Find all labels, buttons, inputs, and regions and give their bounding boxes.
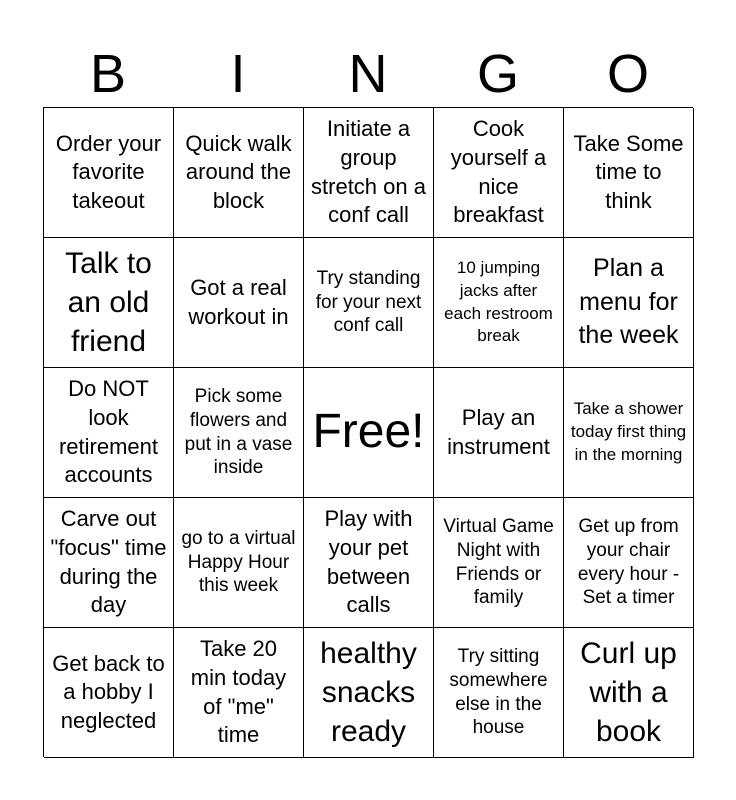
bingo-cell-r1c1[interactable]	[44, 108, 174, 238]
header-letter-b: B	[89, 44, 127, 104]
bingo-cell-text: Talk to an old friend	[65, 247, 152, 358]
bingo-cell-r2c4[interactable]	[434, 238, 564, 368]
bingo-cell-text: Take 20 min today of "me" time	[190, 636, 287, 748]
bingo-cell-r1c5[interactable]	[564, 108, 694, 238]
header-letter-i: I	[230, 44, 246, 104]
bingo-cell-r4c5[interactable]	[564, 498, 694, 628]
bingo-cell-r1c4[interactable]	[434, 108, 564, 238]
bingo-cell-r4c4[interactable]	[434, 498, 564, 628]
bingo-cell-text: Carve out "focus" time during the day	[50, 506, 167, 618]
bingo-cell-r4c1[interactable]	[44, 498, 174, 628]
header-letter-n: N	[348, 44, 388, 104]
bingo-cell-text: Try sitting somewhere else in the house	[449, 646, 548, 739]
bingo-cell-text: Plan a menu for the week	[578, 253, 679, 350]
header-letter-o: O	[606, 44, 649, 104]
bingo-cell-text: Take Some time to think	[573, 130, 684, 213]
bingo-cell-r3c2[interactable]	[174, 368, 304, 498]
bingo-cell-r5c4[interactable]	[434, 628, 564, 758]
bingo-cell-r2c1[interactable]	[44, 238, 174, 368]
bingo-cell-r3c5[interactable]	[564, 368, 694, 498]
bingo-cell-free-space[interactable]	[304, 368, 434, 498]
bingo-cell-text: Get back to a hobby I neglected	[52, 650, 165, 733]
bingo-cell-text: Free!	[312, 405, 425, 459]
bingo-cell-r1c3[interactable]	[304, 108, 434, 238]
bingo-cell-text: Do NOT look retirement accounts	[58, 376, 159, 488]
bingo-cell-r3c4[interactable]	[434, 368, 564, 498]
bingo-cell-r3c1[interactable]	[44, 368, 174, 498]
bingo-cell-text: Got a real workout in	[188, 274, 289, 329]
header-letter-g: G	[476, 44, 519, 104]
bingo-cell-text: healthy snacks ready	[320, 637, 417, 748]
bingo-cell-text: Initiate a group stretch on a conf call	[311, 116, 426, 228]
bingo-cell-text: Get up from your chair every hour - Set a timer	[577, 516, 680, 609]
bingo-cell-r5c3[interactable]	[304, 628, 434, 758]
bingo-cell-text: Try standing for your next conf call	[315, 267, 422, 337]
bingo-card-grid	[43, 107, 693, 757]
bingo-cell-r2c5[interactable]	[564, 238, 694, 368]
bingo-cell-r5c2[interactable]	[174, 628, 304, 758]
bingo-cell-r4c3[interactable]	[304, 498, 434, 628]
bingo-cell-text: Pick some flowers and put in a vase inside	[184, 386, 293, 479]
bingo-header	[43, 40, 693, 108]
bingo-cell-text: Virtual Game Night with Friends or family	[443, 516, 554, 609]
bingo-cell-r4c2[interactable]	[174, 498, 304, 628]
bingo-cell-text: go to a virtual Happy Hour this week	[181, 527, 296, 597]
bingo-cell-text: Order your favorite takeout	[55, 130, 162, 213]
bingo-cell-r2c3[interactable]	[304, 238, 434, 368]
bingo-cell-text: Cook yourself a nice breakfast	[450, 116, 547, 228]
bingo-cell-text: Play with your pet between calls	[324, 506, 413, 618]
bingo-cell-text: Take a shower today first thing in the morning	[570, 399, 687, 464]
bingo-cell-text: Curl up with a book	[580, 637, 677, 748]
bingo-cell-text: 10 jumping jacks after each restroom break	[444, 257, 553, 346]
bingo-cell-r5c5[interactable]	[564, 628, 694, 758]
bingo-cell-r1c2[interactable]	[174, 108, 304, 238]
bingo-cell-r5c1[interactable]	[44, 628, 174, 758]
bingo-cell-r2c2[interactable]	[174, 238, 304, 368]
bingo-cell-text: Play an instrument	[447, 404, 550, 459]
bingo-cell-text: Quick walk around the block	[185, 130, 292, 213]
